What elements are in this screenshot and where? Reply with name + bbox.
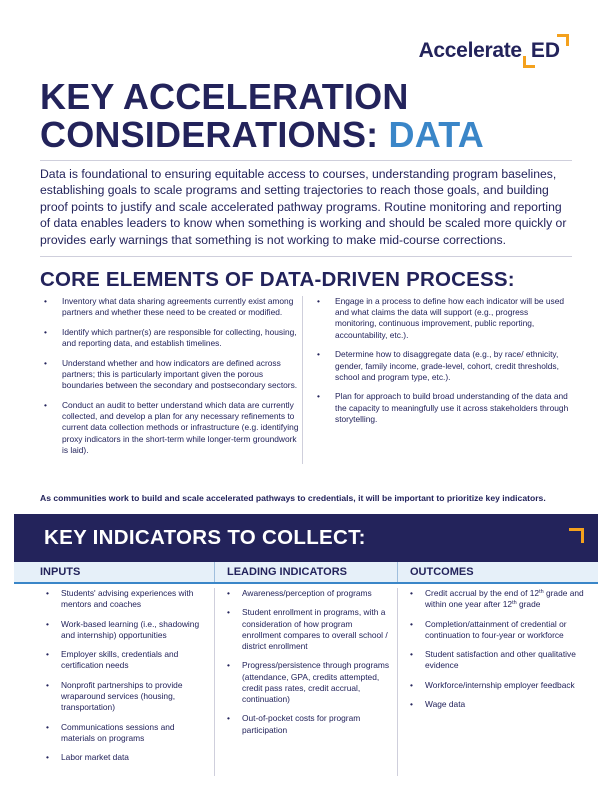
outcome-text: grade and within one year after 12 (425, 588, 584, 610)
key-indicators-heading: KEY INDICATORS TO COLLECT: (44, 526, 366, 549)
core-elements-left (40, 296, 302, 464)
superscript: th (539, 589, 544, 595)
indicator-columns (14, 588, 598, 776)
logo-ed-box (526, 36, 566, 66)
corner-bracket-icon (569, 528, 584, 543)
superscript: th (512, 600, 517, 607)
prioritize-note: As communities work to build and scale accelerated pathways to credentials, it will be important to prioritize key indicators. (40, 493, 546, 503)
list-item: • Communications sessions and materials on programs (44, 722, 206, 744)
list-item: • Student satisfaction and other qualitative evidence (408, 649, 586, 671)
list-item: • Out-of-pocket costs for program participation (225, 713, 391, 735)
divider (40, 256, 572, 257)
title-line-1: KEY ACCELERATION (40, 76, 409, 117)
list-item: • Conduct an audit to better understand which data are currently collected, and develop a plan for any necessary refinements to current data collection methods or infrastructure (e.g. identifying proxy indicators in the short-term while longer-term groundwork is laid). (40, 400, 302, 456)
list-item: • Determine how to disaggregate data (e.g., by race/ ethnicity, gender, family income, grade-level, cohort, credit thresholds, school and program type, etc.). (313, 349, 571, 383)
logo-ed: ED (530, 39, 560, 62)
leading-indicators-column (215, 588, 398, 776)
outcomes-column (398, 588, 598, 776)
list-item (408, 588, 586, 610)
inputs-column (14, 588, 215, 776)
core-elements-heading: CORE ELEMENTS OF DATA-DRIVEN PROCESS: (40, 268, 515, 291)
inputs-header: INPUTS (14, 562, 215, 582)
outcome-text: Credit accrual by the end of 12 (425, 588, 540, 598)
core-elements-columns (40, 296, 572, 464)
leading-indicators-header: LEADING INDICATORS (215, 562, 398, 582)
outcome-text: grade (516, 599, 541, 610)
indicator-column-headers (14, 562, 598, 584)
list-item: • Understand whether and how indicators are defined across partners; this is particularly important given the porous boundaries between the secondary and postsecondary sectors. (40, 358, 302, 392)
list-item: • Student enrollment in programs, with a consideration of how program enrollment compares to overall school / district enrollment (225, 607, 391, 652)
list-item: • Plan for approach to build broad understanding of the data and the capacity to meaningfully use it across stakeholders through storytelling. (313, 391, 571, 425)
list-item: • Workforce/internship employer feedback (408, 680, 586, 691)
core-elements-right (302, 296, 571, 464)
list-item: • Employer skills, credentials and certification needs (44, 649, 206, 671)
list-item: • Identify which partner(s) are responsible for collecting, housing, and reporting data, and establish timelines. (40, 327, 302, 349)
title-line-2: CONSIDERATIONS: (40, 114, 389, 155)
logo-word: Accelerate (418, 39, 522, 62)
list-item: • Engage in a process to define how each indicator will be used and what claims the data will support (e.g., progress monitoring, continuous improvement, public reporting, accountability, etc.). (313, 296, 571, 341)
list-item: • Students' advising experiences with mentors and coaches (44, 588, 206, 610)
logo-corner-icon (523, 56, 535, 68)
list-item: • Progress/persistence through programs (attendance, GPA, credits attempted, credit pass rates, credit accrual, continuation) (225, 660, 391, 705)
title-accent: DATA (388, 114, 484, 155)
list-item: • Labor market data (44, 752, 206, 763)
list-item: • Wage data (408, 699, 586, 710)
list-item: • Inventory what data sharing agreements currently exist among partners and whether these need to be created or modified. (40, 296, 302, 318)
list-item: • Awareness/perception of programs (225, 588, 391, 599)
logo-corner-icon (557, 34, 569, 46)
page-title (40, 78, 580, 154)
accelerate-ed-logo (419, 36, 566, 66)
divider (40, 160, 572, 161)
outcomes-header: OUTCOMES (410, 566, 474, 578)
list-item: • Work-based learning (i.e., shadowing and internship) opportunities (44, 619, 206, 641)
list-item: • Completion/attainment of credential or continuation to four-year or workforce (408, 619, 586, 641)
key-indicators-banner (14, 514, 598, 562)
intro-paragraph: Data is foundational to ensuring equitable access to courses, understanding program baselines, establishing goals to scale programs and setting trajectories to reach those goals, and building proof points to justify and scale accelerated pathway programs. Routine monitoring and reporting of data enables leaders to know when something is working and should be scaled more quickly or provides early warnings that something is not working to make mid-course corrections. (40, 167, 567, 247)
list-item: • Nonprofit partnerships to provide wraparound services (housing, transportation) (44, 680, 206, 714)
